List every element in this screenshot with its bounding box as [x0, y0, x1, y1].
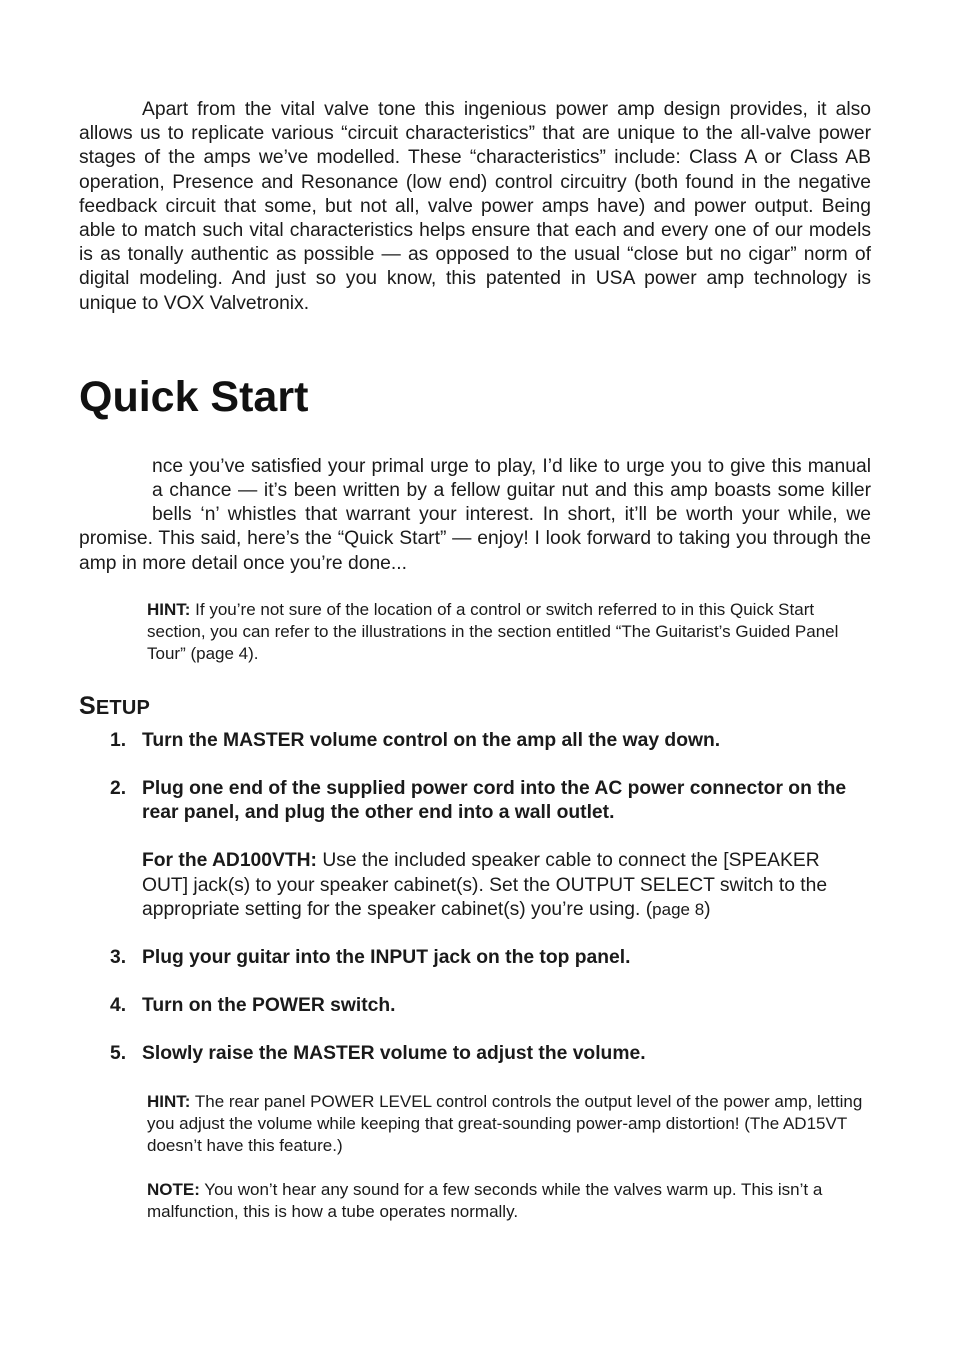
- setup-step-3: [79, 946, 871, 970]
- note-label: NOTE:: [147, 1179, 200, 1199]
- step-number: 4.: [110, 995, 127, 1017]
- ad100vth-lead: For the AD100VTH:: [142, 850, 317, 872]
- ad100vth-close: ): [704, 898, 711, 920]
- quick-start-title: Quick Start: [79, 372, 309, 421]
- ad100vth-instructions: [142, 849, 871, 922]
- step-number: 1.: [110, 729, 127, 751]
- step-number: 3.: [110, 947, 127, 969]
- note-text: You won’t hear any sound for a few seconds while the valves warm up. This isn’t a malfunction, this is how a tube operates normally.: [147, 1179, 823, 1221]
- ad100vth-text: Use the included speaker cable to connect the [SPEAKER OUT] jack(s) to your speaker cabinet(s). Set the OUTPUT SELECT switch to the appropriate setting for the speaker cabinet(s) you’re using. (: [142, 850, 828, 920]
- setup-step-5: [79, 1042, 871, 1066]
- step-text: Plug your guitar into the INPUT jack on the top panel.: [142, 947, 631, 969]
- step-number: 2.: [110, 778, 127, 800]
- step-text: Turn the MASTER volume control on the amp all the way down.: [142, 729, 721, 751]
- setup-hint: [147, 1091, 871, 1157]
- setup-step-1: [79, 729, 871, 753]
- intro-paragraph: Apart from the vital valve tone this ingenious power amp design provides, it also allows us to replicate various “circuit characteristics” that are unique to the all-valve power stages of the amps we’ve modelled. These “characteristics” include: Class A or Class AB operation, Presence and Resonance (low end) control circuitry (both found in the negative feedback circuit that some, but not all, valve power amps have) and power output. Being able to match such vital characteristics helps ensure that each and every one of our models is as tonally authentic as possible — as opposed to the usual “close but no cigar” norm of digital modeling. And just so you know, this patented in USA power amp technology is unique to VOX Valvetronix.: [79, 99, 871, 314]
- setup-step-4: [79, 994, 871, 1018]
- step-text: Slowly raise the MASTER volume to adjust the volume.: [142, 1043, 646, 1065]
- quick-start-hint: [147, 599, 871, 665]
- setup-note: [147, 1179, 871, 1223]
- hint-text: If you’re not sure of the location of a control or switch referred to in this Quick Start section, you can refer to the illustrations in the section entitled “The Guitarist’s Guided Panel Tour” (page 4).: [147, 599, 839, 663]
- quick-start-intro-text: nce you’ve satisfied your primal urge to play, I’d like to urge you to give this manual a chance — it’s been written by a fellow guitar nut and this amp boasts some killer bells ‘n’ whistles that warrant your interest. In short, it’ll be worth your while, we promise. This said, here’s the “Quick Start” — enjoy! I look forward to taking you through the amp in more detail once you’re done...: [79, 455, 871, 574]
- setup-steps: [79, 729, 871, 826]
- setup-heading-initial: S: [79, 691, 96, 720]
- setup-heading-rest: ETUP: [95, 696, 151, 719]
- step-number: 5.: [110, 1043, 127, 1065]
- drop-cap-space: [79, 455, 152, 527]
- step-text: Turn on the POWER switch.: [142, 995, 396, 1017]
- hint-text: The rear panel POWER LEVEL control controls the output level of the power amp, letting you adjust the volume while keeping that great-sounding power-amp distortion! (The AD15VT doesn’t have this feature.): [147, 1091, 863, 1155]
- step-text: Plug one end of the supplied power cord into the AC power connector on the rear panel, and plug the other end into a wall outlet.: [142, 778, 847, 824]
- hint-label: HINT:: [147, 1091, 191, 1111]
- hint-label: HINT:: [147, 599, 191, 619]
- setup-steps-continued: [79, 946, 871, 1067]
- manual-page: [79, 98, 871, 1223]
- quick-start-intro: [79, 455, 871, 576]
- ad100vth-page-ref: page 8: [652, 899, 705, 919]
- setup-step-2: [79, 777, 871, 825]
- setup-heading: [79, 691, 871, 723]
